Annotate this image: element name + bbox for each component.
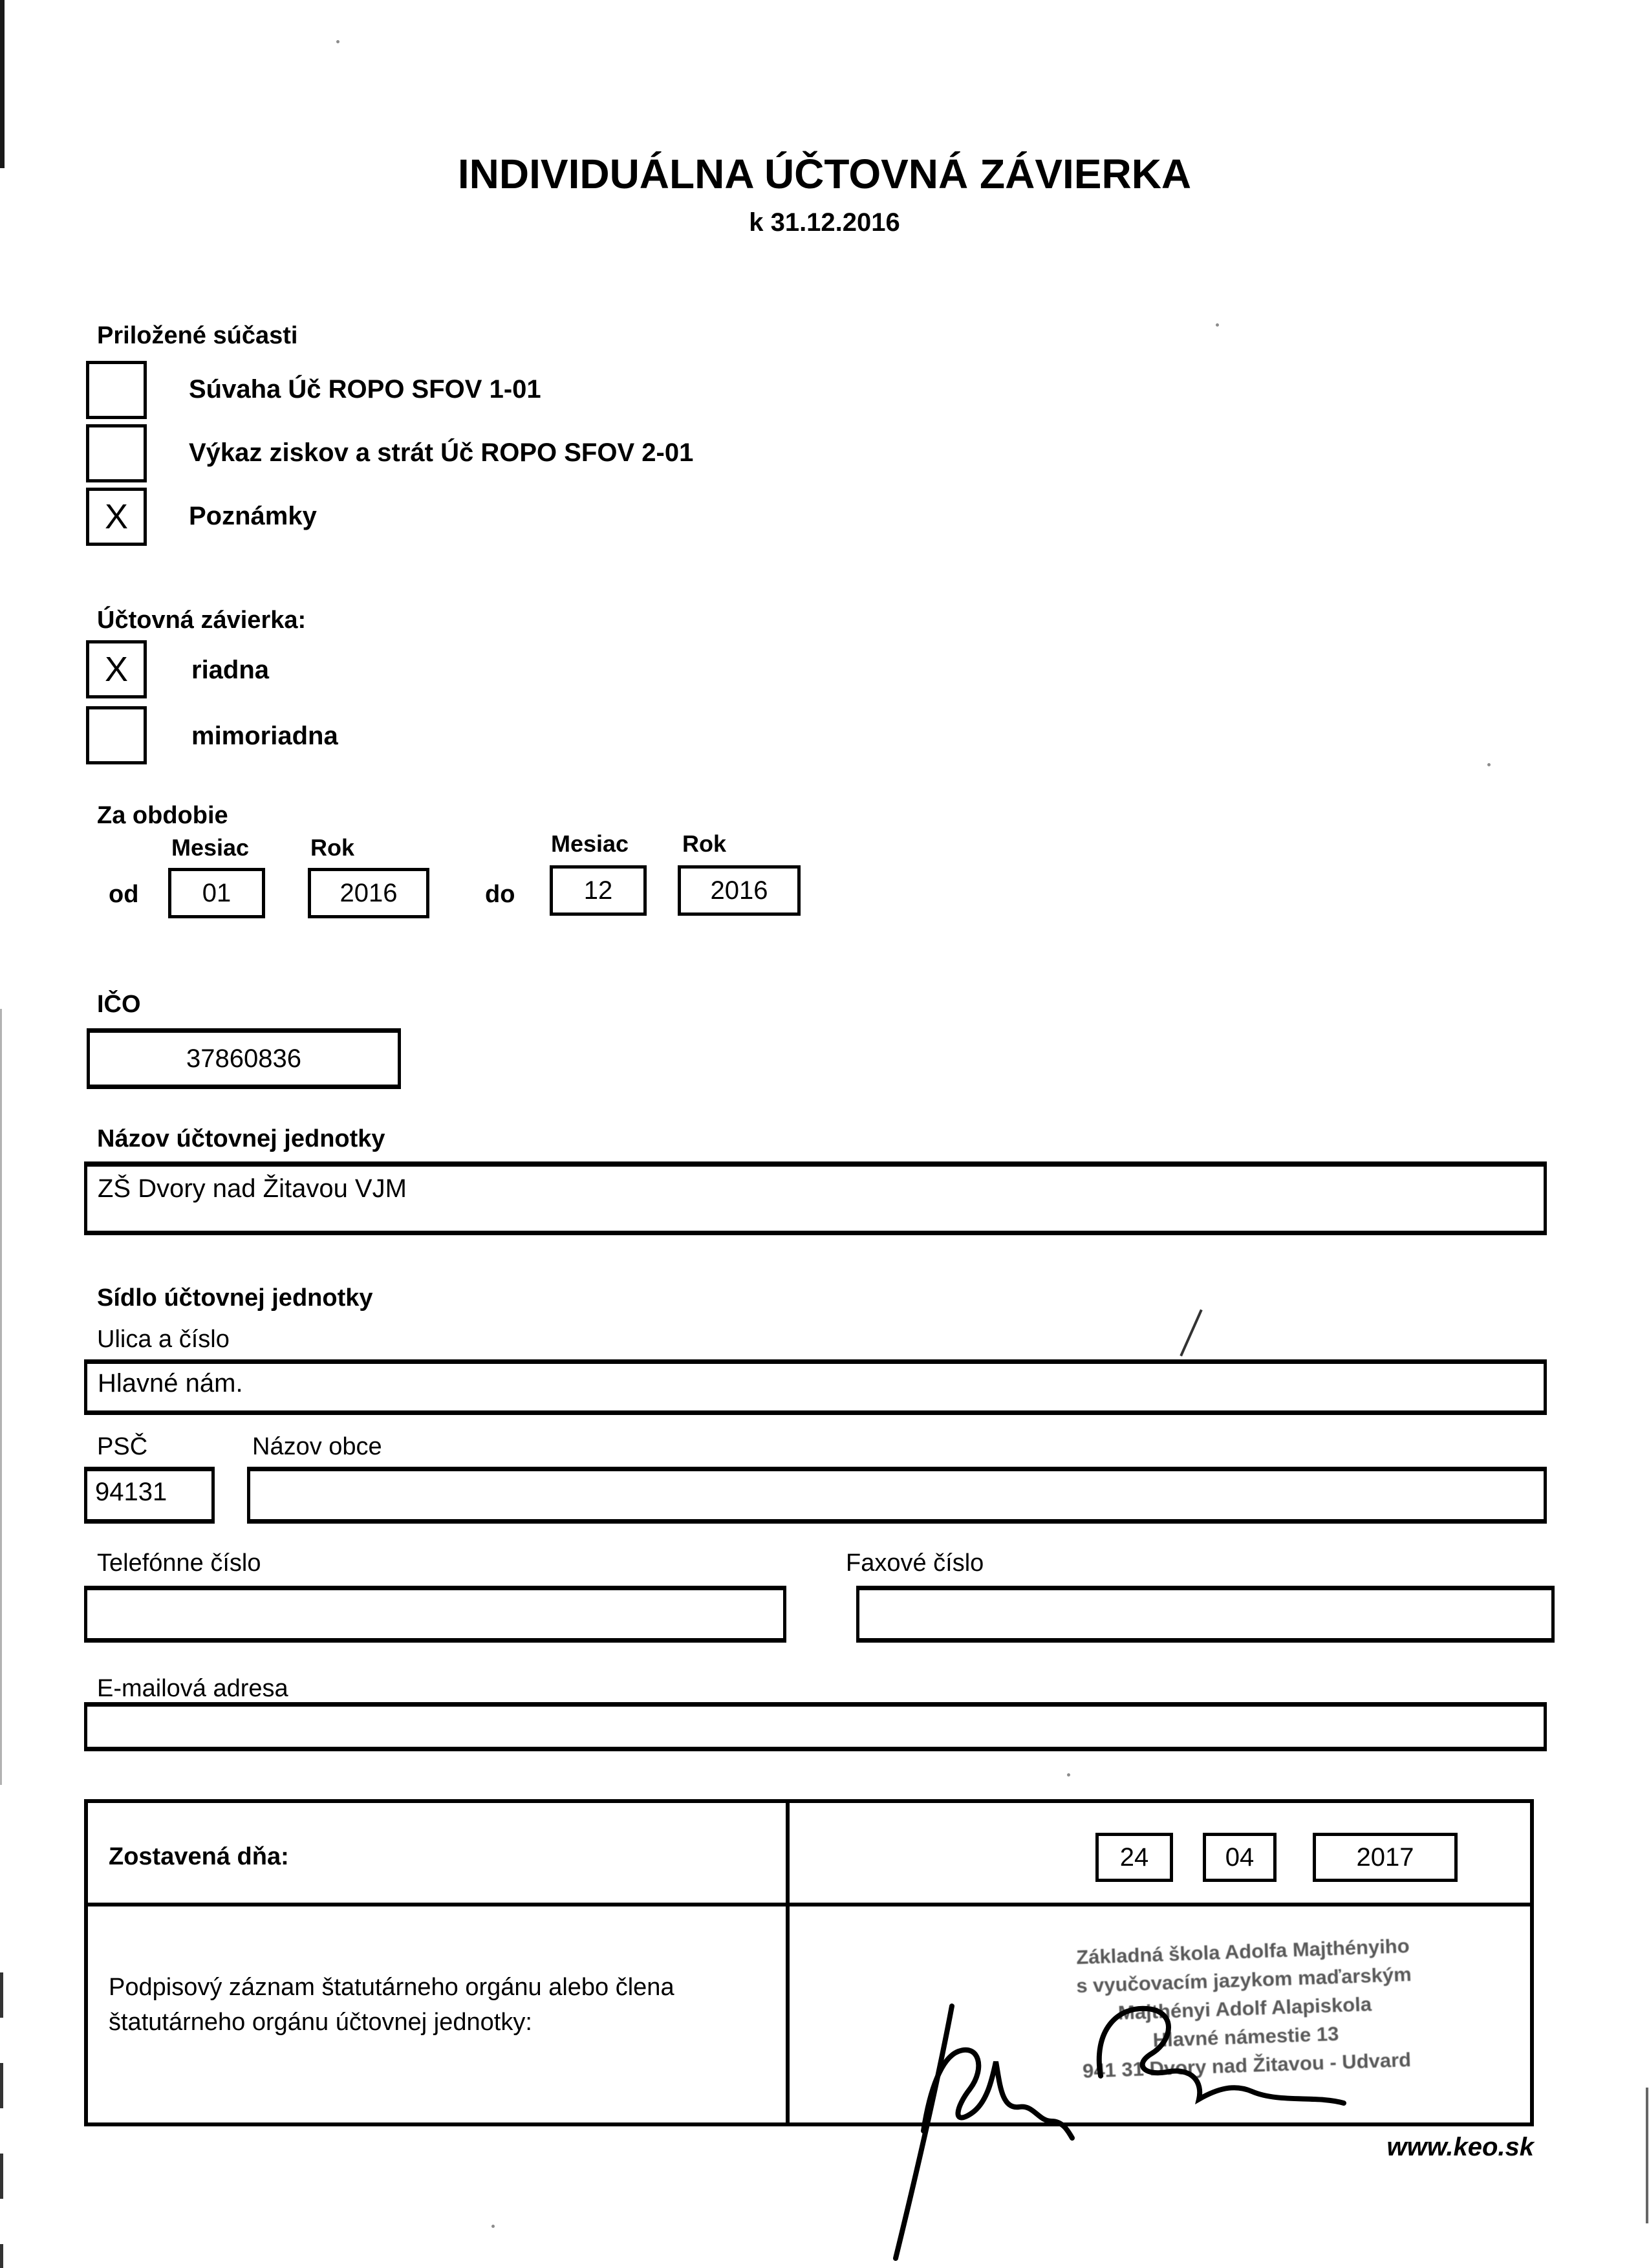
- email-box[interactable]: [84, 1702, 1547, 1751]
- table-divider: [88, 1903, 1530, 1906]
- period-to-month-label: Mesiac: [551, 830, 629, 857]
- stamp-line: s vyučovacím jazykom maďarským: [1075, 1962, 1412, 1998]
- period-to-year-box[interactable]: 2016: [678, 865, 801, 916]
- checkbox-poznamky-label: Poznámky: [189, 502, 317, 530]
- checkbox-suvaha[interactable]: [86, 361, 147, 419]
- pen-mark-artifact: [1180, 1310, 1202, 1357]
- handwritten-signature: [860, 1966, 1390, 2267]
- scan-edge-artifact: [0, 1972, 3, 2268]
- ico-box[interactable]: 37860836: [87, 1028, 401, 1089]
- attached-parts-heading: Priložené súčasti: [97, 322, 298, 349]
- email-label: E-mailová adresa: [97, 1675, 288, 1702]
- scan-edge-artifact: [0, 0, 5, 168]
- period-from-year-box[interactable]: 2016: [308, 868, 429, 918]
- checkbox-vykaz-label: Výkaz ziskov a strát Úč ROPO SFOV 2-01: [189, 438, 694, 467]
- period-to-month-box[interactable]: 12: [550, 865, 647, 916]
- signature-caption-line1: Podpisový záznam štatutárneho orgánu alebo člena: [109, 1974, 674, 2001]
- fax-value: [859, 1590, 1551, 1598]
- checkbox-suvaha-label: Súvaha Úč ROPO SFOV 1-01: [189, 375, 541, 404]
- form-subtitle: k 31.12.2016: [749, 208, 900, 237]
- entity-name-value: ZŠ Dvory nad Žitavou VJM: [98, 1174, 407, 1203]
- form-title: INDIVIDUÁLNA ÚČTOVNÁ ZÁVIERKA: [457, 151, 1192, 197]
- compiled-date-label: Zostavená dňa:: [109, 1843, 289, 1870]
- scan-edge-artifact: [1646, 2088, 1648, 2223]
- scan-speck: [1487, 763, 1491, 766]
- psc-label: PSČ: [97, 1433, 148, 1460]
- compiled-date-month-box[interactable]: 04: [1203, 1833, 1277, 1882]
- table-divider: [786, 1803, 790, 2122]
- closing-type-heading: Účtovná závierka:: [97, 607, 307, 634]
- period-to-year-label: Rok: [682, 830, 727, 857]
- period-from-month-box[interactable]: 01: [168, 868, 265, 918]
- phone-box[interactable]: [84, 1586, 786, 1643]
- street-label: Ulica a číslo: [97, 1326, 230, 1353]
- scan-speck: [491, 2225, 495, 2228]
- town-value: [250, 1471, 1544, 1479]
- signature-caption: [109, 1970, 674, 2040]
- checkbox-riadna-label: riadna: [191, 656, 270, 684]
- scan-edge-artifact: [0, 1009, 2, 1785]
- period-to-label: do: [485, 881, 515, 908]
- phone-value: [87, 1590, 783, 1598]
- period-from-month-label: Mesiac: [171, 834, 250, 861]
- town-label: Názov obce: [252, 1433, 382, 1460]
- fax-label: Faxové číslo: [846, 1550, 984, 1577]
- compiled-date-day-box[interactable]: 24: [1095, 1833, 1173, 1882]
- stamp-line: 941 31 Dvory nad Žitavou - Udvard: [1082, 2048, 1412, 2082]
- stamp-line: Majthényi Adolf Alapiskola: [1117, 1993, 1372, 2024]
- period-from-label: od: [109, 881, 139, 908]
- street-box[interactable]: [84, 1359, 1547, 1415]
- street-value: Hlavné nám.: [98, 1369, 243, 1398]
- scan-speck: [336, 40, 339, 43]
- scan-speck: [1216, 323, 1219, 327]
- period-from-year-label: Rok: [310, 834, 355, 861]
- stamp-line: Základná škola Adolfa Majthényiho: [1075, 1934, 1410, 1969]
- address-heading: Sídlo účtovnej jednotky: [97, 1284, 373, 1312]
- checkbox-mimoriadna-label: mimoriadna: [191, 722, 338, 750]
- stamp-line: Hlavné námestie 13: [1152, 2022, 1339, 2051]
- checkbox-poznamky[interactable]: X: [86, 488, 147, 546]
- email-value: [87, 1707, 1544, 1714]
- psc-value: 94131: [95, 1478, 167, 1506]
- checkbox-mimoriadna[interactable]: [86, 706, 147, 764]
- checkbox-vykaz[interactable]: [86, 424, 147, 482]
- town-box[interactable]: [247, 1467, 1547, 1524]
- ico-label: IČO: [97, 991, 141, 1018]
- psc-box[interactable]: [84, 1467, 215, 1524]
- scan-speck: [1067, 1773, 1070, 1777]
- period-heading: Za obdobie: [97, 802, 228, 829]
- phone-label: Telefónne číslo: [97, 1550, 261, 1577]
- compiled-date-year-box[interactable]: 2017: [1313, 1833, 1458, 1882]
- signature-caption-line2: štatutárneho orgánu účtovnej jednotky:: [109, 2009, 532, 2036]
- entity-name-box[interactable]: [84, 1161, 1547, 1235]
- entity-name-label: Názov účtovnej jednotky: [97, 1125, 385, 1152]
- fax-box[interactable]: [856, 1586, 1555, 1643]
- footer-website: www.keo.sk: [1386, 2133, 1534, 2161]
- checkbox-riadna[interactable]: X: [86, 640, 147, 698]
